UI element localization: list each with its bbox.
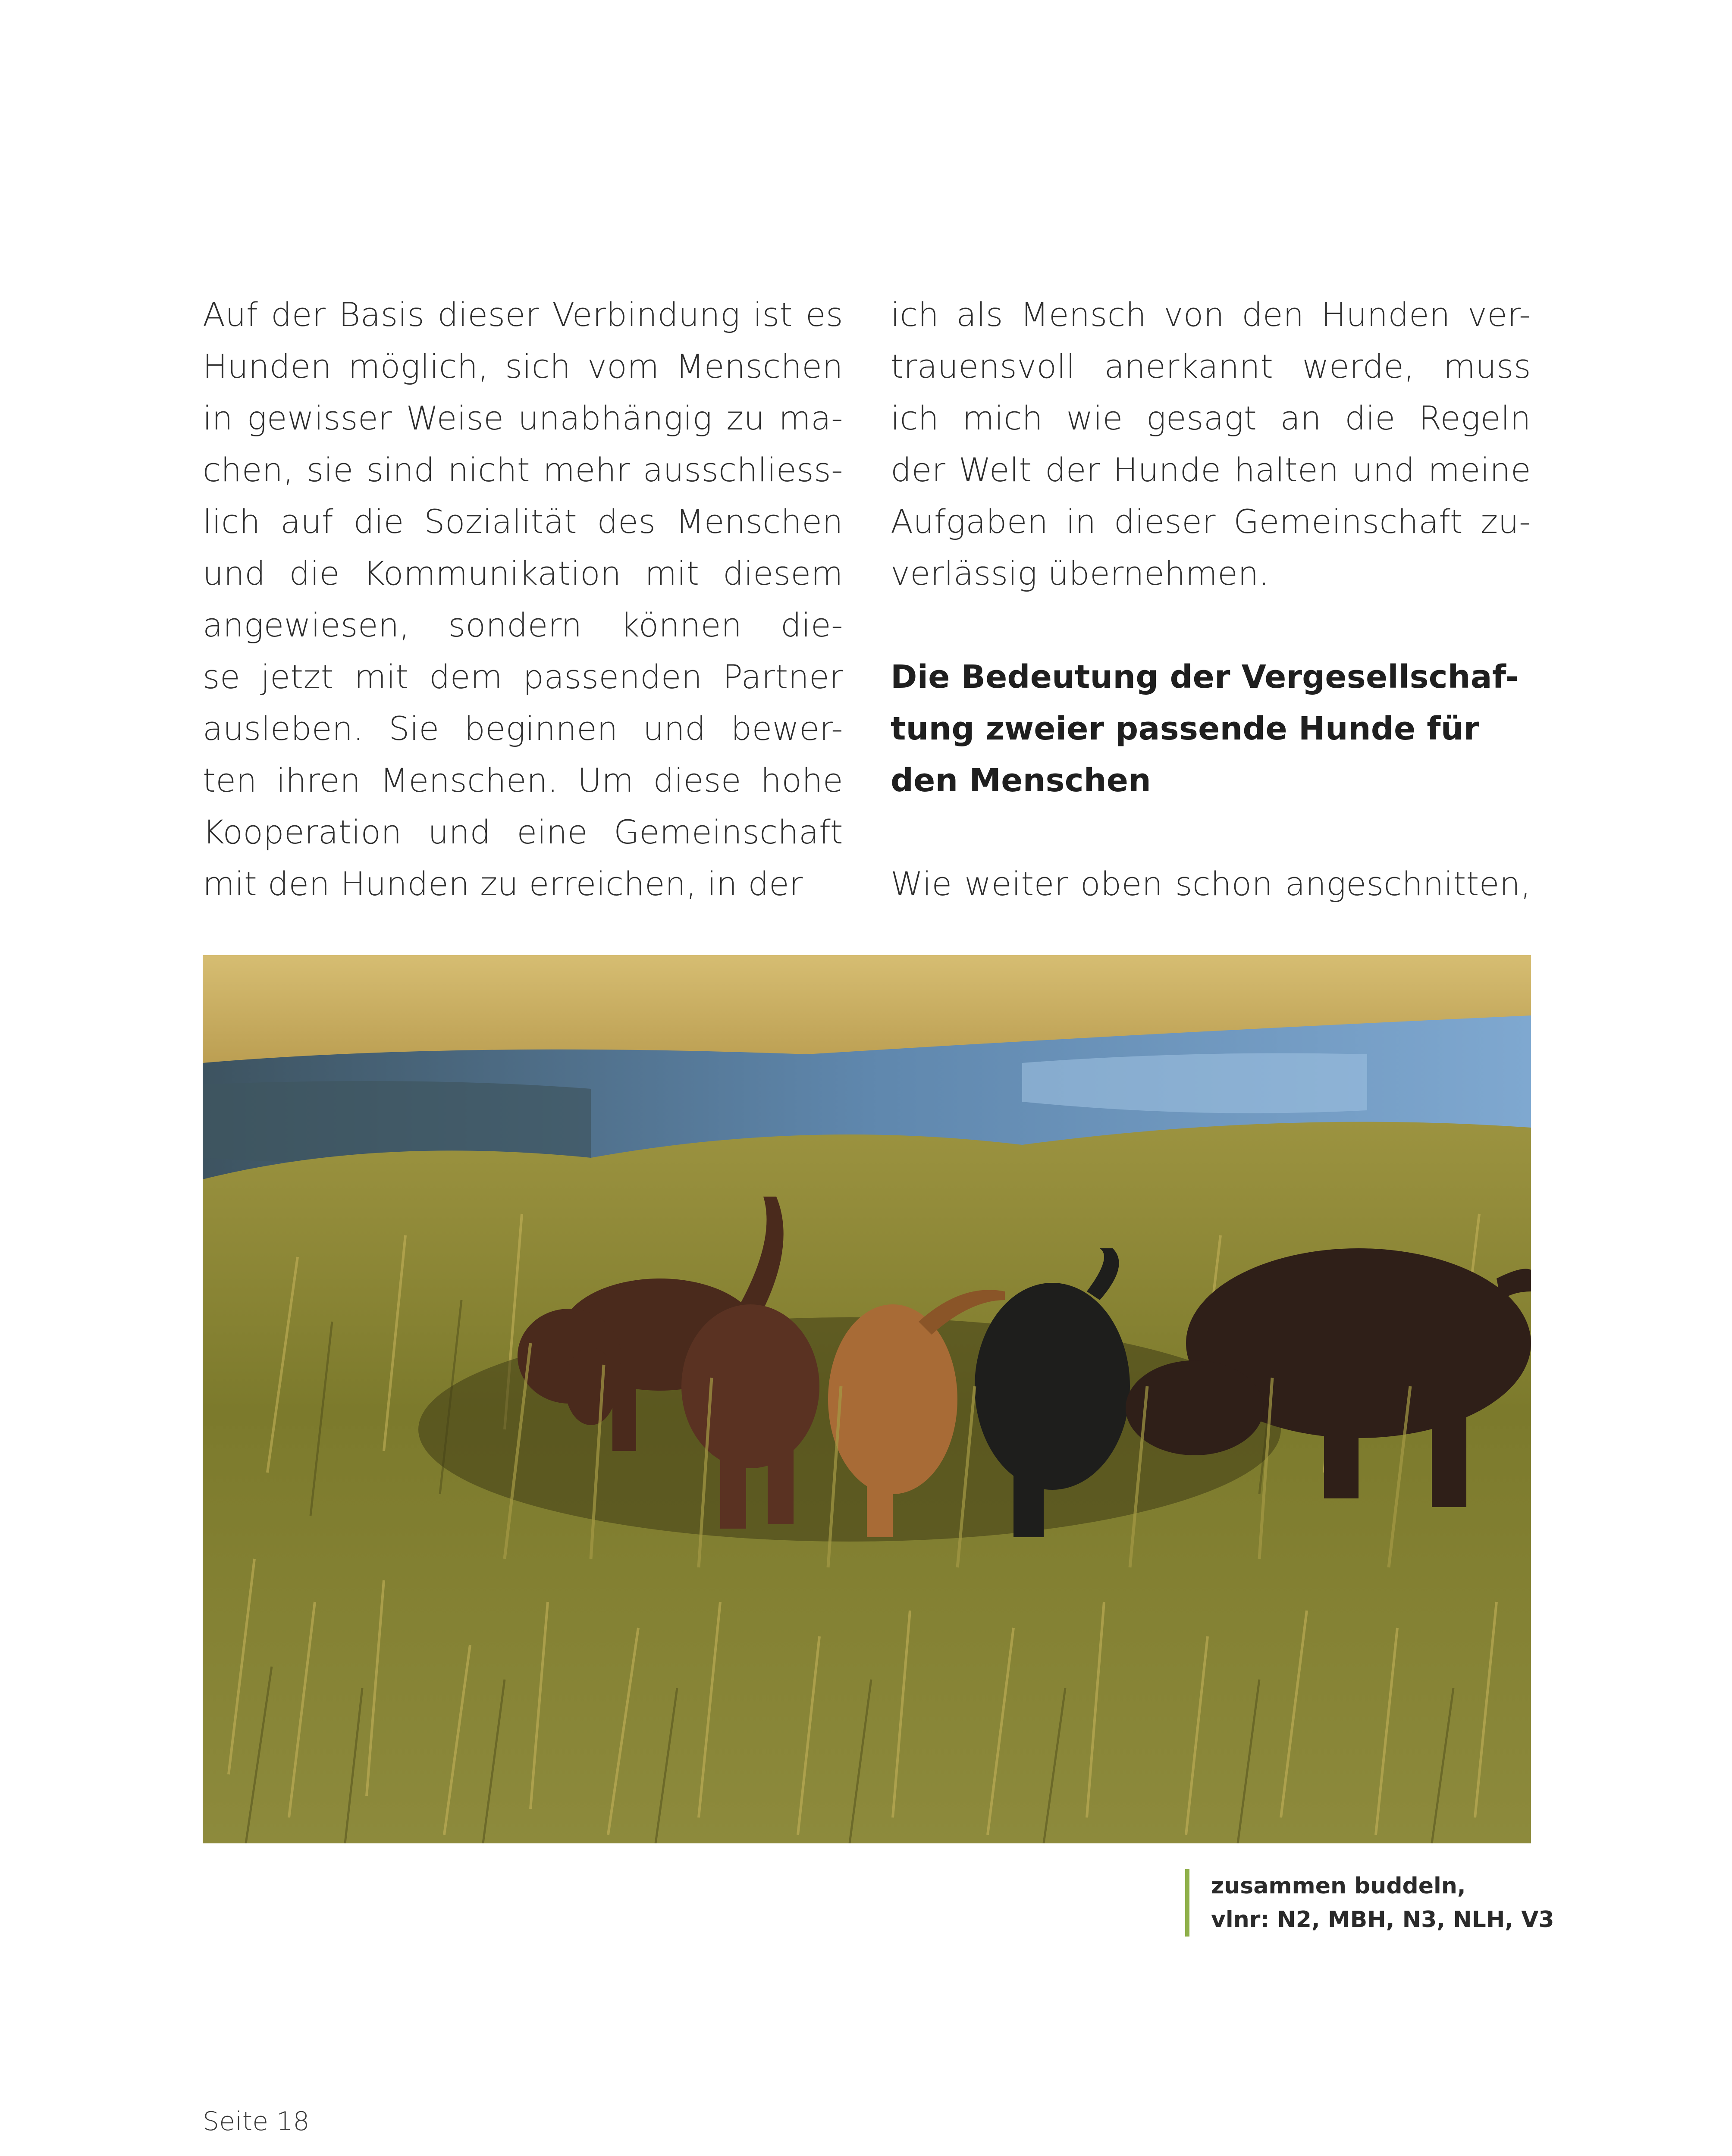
text-line: ausleben. Sie beginnen und bewer- bbox=[203, 709, 843, 748]
text-line: ich als Mensch von den Hunden ver- bbox=[891, 295, 1531, 334]
text-line: verlässig übernehmen. bbox=[891, 554, 1270, 592]
text-line: mit den Hunden zu erreichen, in der bbox=[203, 865, 803, 903]
text-line: Aufgaben in dieser Gemeinschaft zu- bbox=[891, 502, 1531, 541]
text-line: angewiesen, sondern können die- bbox=[203, 606, 843, 644]
text-line: Die Bedeutung der Vergesellschaf- bbox=[891, 658, 1519, 696]
section-heading bbox=[891, 651, 1531, 806]
right-text-column bbox=[891, 289, 1531, 910]
text-line: Hunden möglich, sich vom Menschen bbox=[203, 347, 843, 385]
text-line: Wie weiter oben schon angeschnitten, bbox=[891, 865, 1531, 903]
text-line: lich auf die Sozialität des Menschen bbox=[203, 502, 843, 541]
continuation-paragraph bbox=[891, 858, 1531, 910]
text-line: trauensvoll anerkannt werde, muss bbox=[891, 347, 1531, 385]
text-line: der Welt der Hunde halten und meine bbox=[891, 451, 1531, 489]
text-line: ich mich wie gesagt an die Regeln bbox=[891, 399, 1531, 437]
text-line: Kooperation und eine Gemeinschaft bbox=[203, 813, 843, 851]
dogs-digging-photo bbox=[203, 955, 1531, 1843]
text-line: tung zweier passende Hunde für bbox=[891, 710, 1480, 747]
text-line: ten ihren Menschen. Um diese hohe bbox=[203, 761, 843, 799]
text-line: se jetzt mit dem passenden Partner bbox=[203, 658, 843, 696]
text-line: den Menschen bbox=[891, 762, 1151, 799]
page-number: Seite 18 bbox=[203, 2106, 310, 2137]
photo-caption bbox=[1185, 1869, 1554, 1937]
text-line: chen, sie sind nicht mehr ausschliess- bbox=[203, 451, 843, 489]
left-text-column bbox=[203, 289, 843, 910]
text-line: in gewisser Weise unabhängig zu ma- bbox=[203, 399, 843, 437]
caption-line-2: vlnr: N2, MBH, N3, NLH, V3 bbox=[1211, 1907, 1554, 1933]
photo-illustration bbox=[203, 955, 1531, 1843]
right-paragraph bbox=[891, 289, 1531, 599]
text-line: und die Kommunikation mit diesem bbox=[203, 554, 843, 592]
caption-line-1: zusammen buddeln, bbox=[1211, 1873, 1466, 1899]
text-line: Auf der Basis dieser Verbindung ist es bbox=[203, 295, 843, 334]
